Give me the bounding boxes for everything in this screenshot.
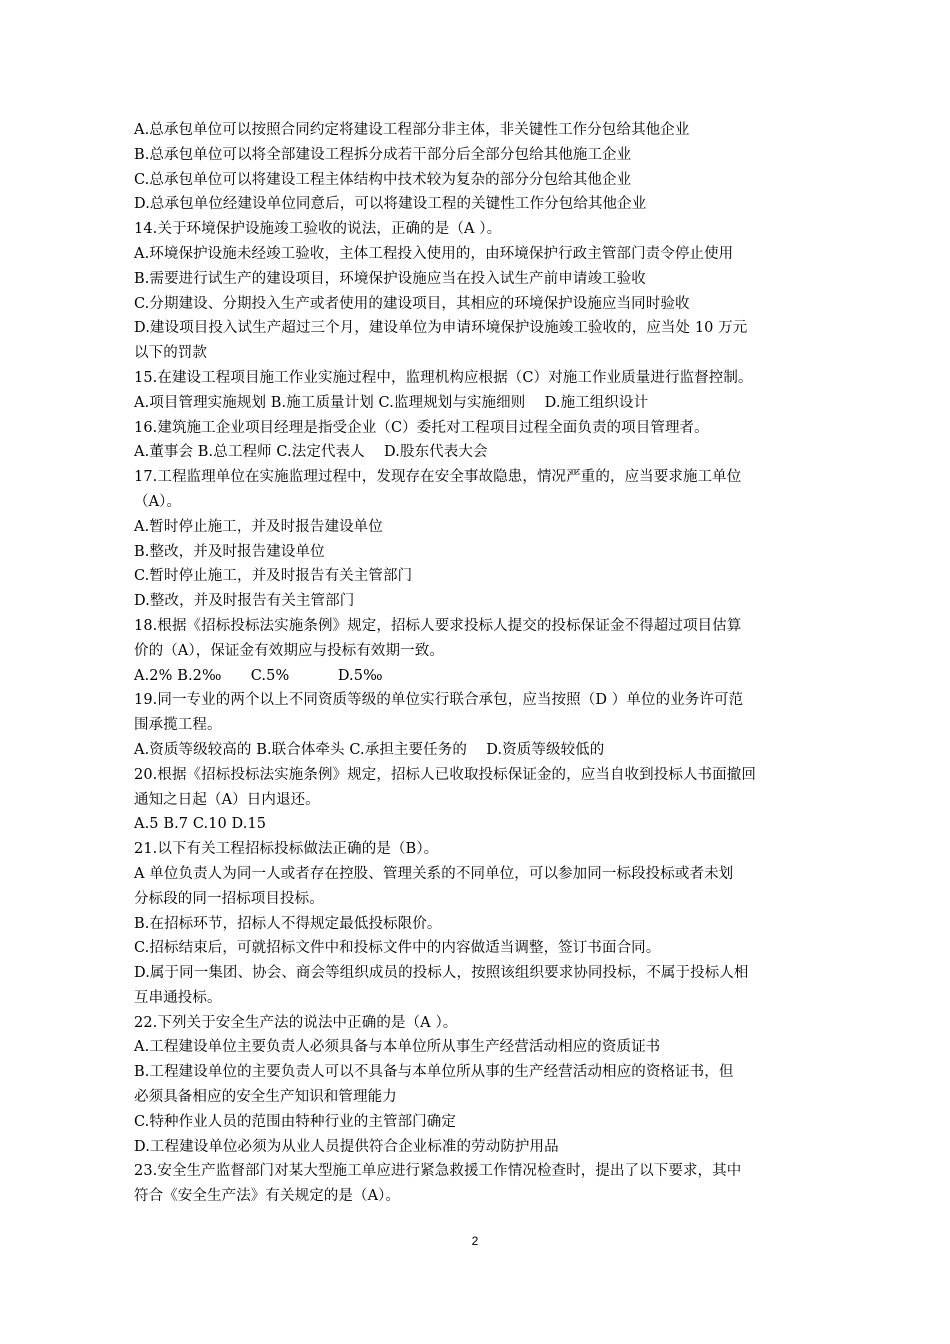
- text-line: 23.安全生产监督部门对某大型施工单应进行紧急救援工作情况检查时，提出了以下要求，其中: [134, 1163, 742, 1180]
- text-line: 围承揽工程。: [134, 717, 222, 734]
- text-line: 17.工程监理单位在实施监理过程中，发现存在安全事故隐患，情况严重的，应当要求施工单位: [134, 469, 742, 486]
- text-line: 21.以下有关工程招标投标做法正确的是（B）。: [134, 841, 439, 858]
- text-line: C.暂时停止施工，并及时报告有关主管部门: [134, 568, 413, 585]
- text-line: B.在招标环节，招标人不得规定最低投标限价。: [134, 915, 442, 932]
- text-line: A.项目管理实施规划 B.施工质量计划 C.监理规划与实施细则 D.施工组织设计: [134, 394, 649, 411]
- text-line: 19.同一专业的两个以上不同资质等级的单位实行联合承包，应当按照（D ）单位的业务许可范: [134, 692, 744, 709]
- text-line: A.董事会 B.总工程师 C.法定代表人 D.股东代表大会: [134, 444, 488, 461]
- text-line: C.总承包单位可以将建设工程主体结构中技术较为复杂的部分分包给其他企业: [134, 171, 632, 188]
- text-line: 20.根据《招标投标法实施条例》规定，招标人已收取投标保证金的，应当自收到投标人书面撤回: [134, 766, 756, 783]
- text-line: D.整改，并及时报告有关主管部门: [134, 593, 355, 610]
- text-line: A.工程建设单位主要负责人必须具备与本单位所从事生产经营活动相应的资质证书: [134, 1039, 661, 1056]
- text-line: 价的（A），保证金有效期应与投标有效期一致。: [134, 642, 444, 659]
- text-line: 14.关于环境保护设施竣工验收的说法，正确的是（A ）。: [134, 221, 502, 238]
- text-line: C.分期建设、分期投入生产或者使用的建设项目，其相应的环境保护设施应当同时验收: [134, 295, 690, 312]
- text-line: A.2% B.2‰ C.5% D.5‰: [134, 667, 383, 684]
- text-line: D.工程建设单位必须为从业人员提供符合企业标准的劳动防护用品: [134, 1138, 559, 1155]
- text-line: 16.建筑施工企业项目经理是指受企业（C）委托对工程项目过程全面负责的项目管理者。: [134, 419, 709, 436]
- text-line: A.暂时停止施工，并及时报告建设单位: [134, 518, 383, 535]
- text-line: C.招标结束后，可就招标文件中和投标文件中的内容做适当调整，签订书面合同。: [134, 940, 661, 957]
- text-line: A 单位负责人为同一人或者存在控股、管理关系的不同单位，可以参加同一标段投标或者未划: [134, 865, 734, 882]
- text-line: 以下的罚款: [134, 345, 207, 362]
- page-number: 2: [471, 1234, 479, 1248]
- text-line: A.总承包单位可以按照合同约定将建设工程部分非主体，非关键性工作分包给其他企业: [134, 122, 690, 138]
- document-body: [134, 118, 824, 1209]
- text-line: A.5 B.7 C.10 D.15: [134, 816, 267, 833]
- text-line: B.需要进行试生产的建设项目，环境保护设施应当在投入试生产前申请竣工验收: [134, 270, 646, 287]
- text-line: D.总承包单位经建设单位同意后，可以将建设工程的关键性工作分包给其他企业: [134, 196, 647, 213]
- text-line: 必须具备相应的安全生产知识和管理能力: [134, 1089, 397, 1106]
- text-line: B.总承包单位可以将全部建设工程拆分成若干部分后全部分包给其他施工企业: [134, 146, 632, 163]
- text-line: 15.在建设工程项目施工作业实施过程中，监理机构应根据（C）对施工作业质量进行监督控制。: [134, 369, 753, 386]
- text-line: C.特种作业人员的范围由特种行业的主管部门确定: [134, 1113, 456, 1130]
- text-line: B.整改，并及时报告建设单位: [134, 543, 325, 560]
- text-line: D.建设项目投入试生产超过三个月，建设单位为申请环境保护设施竣工验收的，应当处 10 万元: [134, 320, 748, 337]
- text-line: B.工程建设单位的主要负责人可以不具备与本单位所从事的生产经营活动相应的资格证书，但: [134, 1064, 734, 1081]
- text-line: 18.根据《招标投标法实施条例》规定，招标人要求投标人提交的投标保证金不得超过项目估算: [134, 617, 742, 634]
- text-line: D.属于同一集团、协会、商会等组织成员的投标人，按照该组织要求协同投标，不属于投标人相: [134, 965, 749, 982]
- text-line: A.环境保护设施未经竣工验收，主体工程投入使用的，由环境保护行政主管部门责令停止使用: [134, 245, 734, 262]
- text-line: （A）。: [134, 493, 182, 510]
- text-line: 22.下列关于安全生产法的说法中正确的是（A ）。: [134, 1014, 458, 1031]
- text-line: 通知之日起（A）日内退还。: [134, 791, 320, 808]
- text-line: A.资质等级较高的 B.联合体牵头 C.承担主要任务的 D.资质等级较低的: [134, 741, 605, 758]
- text-line: 符合《安全生产法》有关规定的是（A）。: [134, 1188, 401, 1205]
- text-line: 互串通投标。: [134, 989, 222, 1006]
- text-line: 分标段的同一招标项目投标。: [134, 890, 324, 907]
